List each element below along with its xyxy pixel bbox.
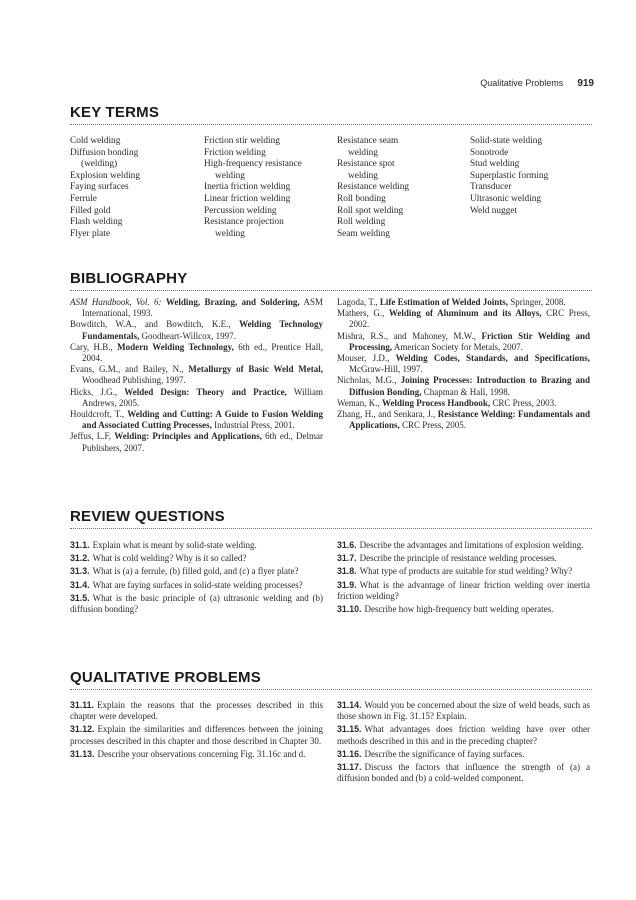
bibliography-right-column	[337, 297, 590, 431]
key-term: welding	[215, 228, 245, 239]
question: 31.4. What are faying surfaces in solid-state welding processes?	[70, 579, 303, 590]
key-term: Inertia friction welding	[204, 182, 291, 193]
key-term: Transducer	[470, 182, 512, 193]
key-term: Solid-state welding	[470, 136, 543, 146]
key-term: Filled gold	[70, 205, 111, 216]
key-term: Flash welding	[70, 217, 123, 228]
key-term: High-frequency resistance	[204, 159, 302, 170]
bib-entry: Bowditch, W.A., and Bowditch, K.E., Welding Technology Fundamentals, Goodheart-Willcox, 1997.	[70, 319, 323, 341]
running-title: Qualitative Problems	[480, 78, 564, 88]
bib-entry: Zhang, H., and Senkara, J., Resistance Welding: Fundamentals and Applications, CRC Press, 2005.	[337, 409, 590, 431]
key-term: Roll spot welding	[337, 205, 404, 216]
key-term: welding	[348, 147, 378, 158]
key-term: Percussion welding	[204, 205, 277, 216]
key-term: Ultrasonic welding	[470, 193, 542, 204]
qualitative-problems-left-column	[70, 700, 323, 762]
key-term: Flyer plate	[70, 228, 111, 239]
bibliography-left-column	[70, 297, 323, 454]
question: 31.7. Describe the principle of resistance welding processes.	[337, 553, 557, 564]
bib-entry: Nicholas, M.G., Joining Processes: Introduction to Brazing and Diffusion Bonding, Chapman & Hall, 1998.	[337, 375, 590, 397]
key-term: welding	[215, 170, 245, 181]
review-questions-right-column	[337, 540, 590, 617]
key-term: Explosion welding	[70, 170, 140, 181]
key-terms-heading: KEY TERMS	[70, 104, 160, 121]
key-term: Sonotrode	[470, 147, 509, 158]
bibliography-heading: BIBLIOGRAPHY	[70, 270, 188, 287]
question: 31.8. What type of products are suitable for stud welding? Why?	[337, 566, 573, 577]
key-term: Stud welding	[470, 159, 520, 170]
question: 31.16. Describe the significance of faying surfaces.	[337, 748, 525, 759]
key-term: Weld nugget	[470, 205, 518, 216]
bib-entry: Cary, H.B., Modern Welding Technology, 6th ed., Prentice Hall, 2004.	[70, 341, 323, 364]
question: 31.13. Describe your observations concerning Fig. 31.16c and d.	[70, 748, 306, 759]
review-questions-left-column	[70, 540, 323, 617]
qualitative-problems-right-column	[337, 700, 590, 786]
question: 31.2. What is cold welding? Why is it so called?	[70, 553, 247, 564]
bib-entry: Hicks, J.G., Welded Design: Theory and Practice, William Andrews, 2005.	[70, 386, 324, 408]
question: 31.12. Explain the similarities and differences between the joining processes described in this chapter and those described in Chapter 30.	[70, 724, 323, 746]
bib-entry: Mishra, R.S., and Mahoney, M.W., Friction Stir Welding and Processing, American Society for Metals, 2007.	[337, 330, 591, 352]
key-term: Roll bonding	[337, 193, 386, 204]
key-terms-column-1	[70, 136, 140, 240]
key-term: Cold welding	[70, 136, 121, 146]
question: 31.1. Explain what is meant by solid-state welding.	[70, 540, 257, 550]
bib-entry: Mathers, G., Welding of Aluminum and its Alloys, CRC Press, 2002.	[337, 308, 590, 330]
qualitative-problems-rule	[70, 689, 592, 690]
running-head	[480, 78, 594, 89]
question: 31.15. What advantages does friction welding have over other methods described in this and in the preceding chapter?	[337, 724, 590, 746]
key-term: Friction welding	[204, 147, 266, 158]
question: 31.9. What is the advantage of linear friction welding over inertia friction welding?	[337, 579, 590, 601]
question: 31.3. What is (a) a ferrule, (b) filled gold, and (c) a flyer plate?	[70, 566, 299, 577]
key-terms-column-2	[204, 136, 302, 240]
question: 31.6. Describe the advantages and limitations of explosion welding.	[337, 540, 584, 550]
key-term: (welding)	[81, 159, 118, 170]
bib-entry: Houldcroft, T., Welding and Cutting: A Guide to Fusion Welding and Associated Cutting Processes, Industrial Press, 2001.	[70, 409, 324, 431]
key-term: Linear friction welding	[204, 193, 291, 204]
bib-entry: Weman, K., Welding Process Handbook, CRC Press, 2003.	[337, 397, 557, 408]
key-terms-column-4	[470, 136, 548, 217]
bibliography-rule	[70, 290, 592, 291]
key-term: welding	[348, 170, 378, 181]
question: 31.5. What is the basic principle of (a) ultrasonic welding and (b) diffusion bonding?	[70, 592, 323, 615]
key-term: Resistance spot	[337, 159, 395, 170]
bib-entry: Mouser, J.D., Welding Codes, Standards, and Specifications, McGraw-Hill, 1997.	[337, 353, 590, 375]
key-terms-column-3	[337, 136, 409, 240]
review-questions-rule	[70, 528, 592, 529]
bib-entry: Evans, G.M., and Bailey, N., Metallurgy of Basic Weld Metal, Woodhead Publishing, 1997.	[70, 364, 323, 386]
question: 31.11. Explain the reasons that the processes described in this chapter were developed.	[70, 700, 323, 722]
bib-entry: Jeffus, L.F, Welding: Principles and Applications, 6th ed., Delmar Publishers, 2007.	[70, 431, 323, 453]
page-number: 919	[577, 78, 594, 89]
key-term: Resistance welding	[337, 182, 410, 193]
question: 31.17. Discuss the factors that influence the strength of (a) a diffusion bonded and (b) a cold-welded component.	[337, 762, 590, 784]
question: 31.14. Would you be concerned about the size of weld beads, such as those shown in Fig. 31.15? Explain.	[337, 700, 590, 722]
key-term: Faying surfaces	[70, 182, 129, 193]
review-questions-heading: REVIEW QUESTIONS	[70, 508, 225, 525]
bib-entry: ASM Handbook, Vol. 6: Welding, Brazing, and Soldering, ASM International, 1993.	[70, 297, 323, 319]
key-term: Seam welding	[337, 228, 390, 239]
key-terms-rule	[70, 124, 592, 125]
bib-entry: Lagoda, T., Life Estimation of Welded Joints, Springer, 2008.	[337, 297, 566, 307]
question: 31.10. Describe how high-frequency butt welding operates.	[337, 604, 554, 615]
key-term: Ferrule	[70, 193, 97, 204]
qualitative-problems-heading: QUALITATIVE PROBLEMS	[70, 669, 261, 686]
key-term: Diffusion bonding	[70, 147, 139, 158]
key-term: Resistance projection	[204, 217, 284, 228]
key-term: Superplastic forming	[470, 170, 549, 181]
key-term: Roll welding	[337, 217, 386, 228]
key-term: Resistance seam	[337, 136, 399, 146]
key-term: Friction stir welding	[204, 136, 280, 146]
